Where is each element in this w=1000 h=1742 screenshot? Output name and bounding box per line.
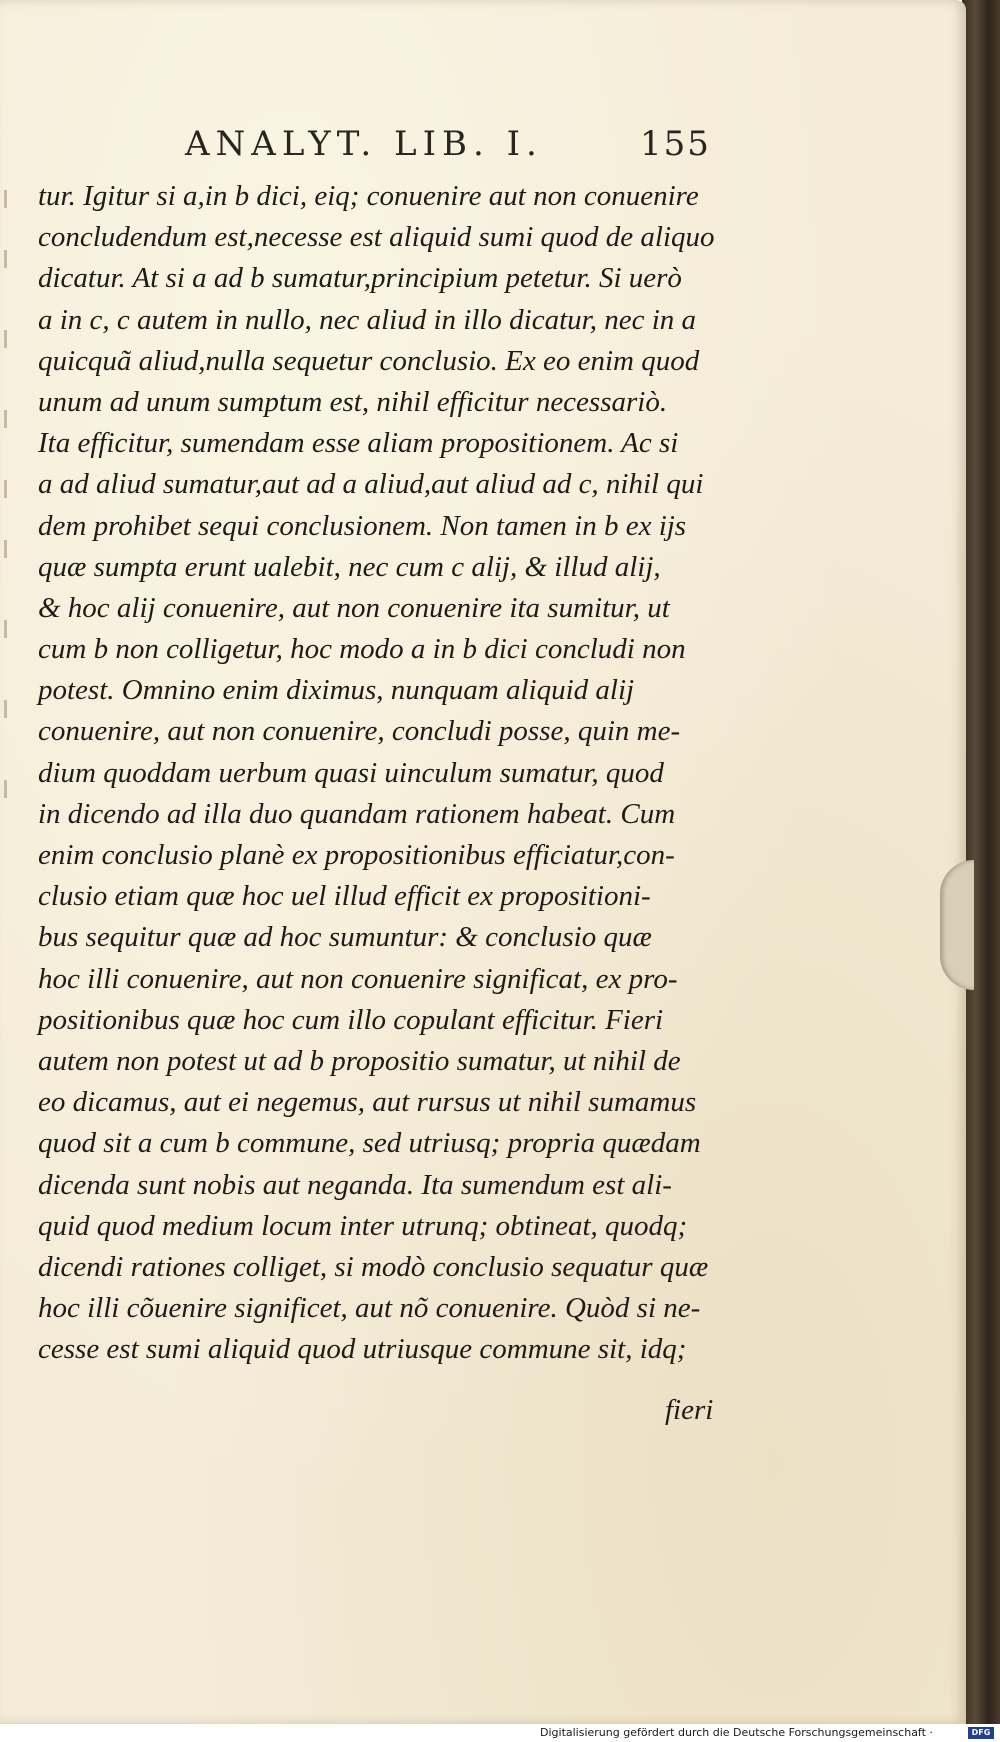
running-title: ANALYT. LIB. I. — [185, 124, 543, 164]
text-line: potest. Omnino enim diximus, nunquam aliquid alij — [38, 674, 635, 707]
text-line: a in c, c autem in nullo, nec aliud in illo dicatur, nec in a — [38, 303, 697, 336]
page-number: 155 — [640, 124, 711, 164]
text-line: dicendi rationes colliget, si modò conclusio sequatur quæ — [38, 1250, 709, 1283]
digitization-credit: Digitalisierung gefördert durch die Deutsche Forschungsgemeinschaft · — [540, 1726, 933, 1739]
catchword: fieri — [665, 1394, 714, 1426]
text-line: eo dicamus, aut ei negemus, aut rursus ut nihil sumamus — [38, 1086, 697, 1119]
text-line: clusio etiam quæ hoc uel illud efficit ex propositioni- — [38, 880, 651, 913]
text-line: bus sequitur quæ ad hoc sumuntur: & conclusio quæ — [38, 921, 652, 954]
text-line: dium quoddam uerbum quasi uinculum sumatur, quod — [38, 756, 664, 789]
text-line: Ita efficitur, sumendam esse aliam propositionem. Ac si — [38, 427, 679, 460]
page-header — [185, 124, 725, 164]
text-line: quid quod medium locum inter utrunq; obtineat, quodq; — [38, 1209, 688, 1242]
text-line: concludendum est,necesse est aliquid sumi quod de aliquo — [38, 221, 715, 254]
body-text — [38, 176, 718, 1370]
text-line: positionibus quæ hoc cum illo copulant efficitur. Fieri — [38, 1003, 664, 1036]
text-line: conuenire, aut non conuenire, concludi posse, quin me- — [38, 715, 681, 748]
page-tab — [940, 860, 974, 990]
text-line: tur. Igitur si a,in b dici, eiq; conuenire aut non conuenire — [38, 180, 699, 212]
gutter-marks — [4, 180, 12, 1280]
text-line: autem non potest ut ad b propositio sumatur, ut nihil de — [38, 1044, 681, 1077]
text-line: unum ad unum sumptum est, nihil efficitur necessariò. — [38, 385, 668, 418]
text-line: a ad aliud sumatur,aut ad a aliud,aut aliud ad c, nihil qui — [38, 468, 704, 501]
text-line: hoc illi conuenire, aut non conuenire significat, ex pro- — [38, 962, 678, 995]
text-line: enim conclusio planè ex propositionibus efficiatur,con- — [38, 839, 675, 871]
text-line: in dicendo ad illa duo quandam rationem habeat. Cum — [38, 797, 676, 830]
dfg-logo: DFG — [968, 1727, 994, 1739]
text-line: quod sit a cum b commune, sed utriusq; propria quædam — [38, 1127, 701, 1160]
text-line: cum b non colligetur, hoc modo a in b dici concludi non — [38, 633, 686, 666]
text-line: dicenda sunt nobis aut neganda. Ita sumendum est ali- — [38, 1168, 672, 1201]
text-line: quæ sumpta erunt ualebit, nec cum c alij, & illud alij, — [38, 550, 661, 583]
text-line: hoc illi cõuenire significet, aut nõ conuenire. Quòd si ne- — [38, 1292, 701, 1325]
text-line: cesse est sumi aliquid quod utriusque commune sit, idq; — [38, 1333, 687, 1366]
text-line: & hoc alij conuenire, aut non conuenire ita sumitur, ut — [38, 591, 670, 624]
text-line: dicatur. At si a ad b sumatur,principium petetur. Si uerò — [38, 262, 682, 295]
text-line: dem prohibet sequi conclusionem. Non tamen in b ex ijs — [38, 509, 687, 542]
text-line: quicquã aliud,nulla sequetur conclusio. Ex eo enim quod — [38, 344, 700, 377]
